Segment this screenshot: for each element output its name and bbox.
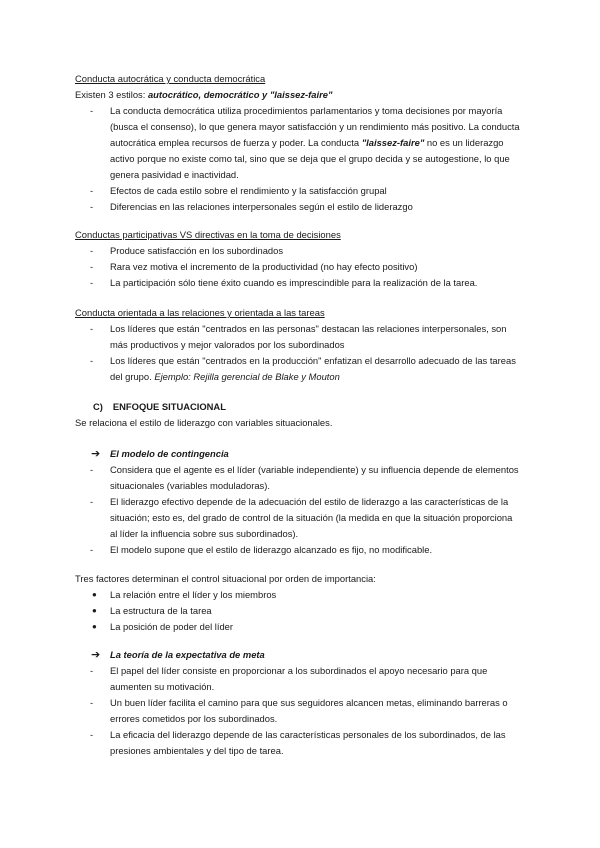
list-item: - El papel del líder consiste en proporcionar a los subordinados el apoyo necesario para que aumenten su motivación. xyxy=(90,665,488,692)
list-item: - Los líderes que están "centrados en las personas" destacan las relaciones interpersonales, son más productivos y mejor valorados por los subordinados xyxy=(90,323,507,350)
section-participative-directive xyxy=(0,227,600,291)
section-situational xyxy=(0,399,600,431)
section-situational-control xyxy=(0,571,600,635)
list-item: ● La estructura de la tarea xyxy=(0,603,600,619)
list-item: - Produce satisfacción en los subordinados xyxy=(90,245,284,256)
list-item: - La conducta democrática utiliza procedimientos parlamentarios y toma decisiones por mayoría (busca el consenso), lo que genera mayor satisfacción y un rendimiento más positivo. La conducta autocrática emplea recursos de fuerza y poder. La conducta "laissez-faire" no es un liderazgo activo porque no existe como tal, sino que se deja que el grupo decida y se autogestione, lo que genera pasividad e inactividad. xyxy=(90,105,520,180)
section-intro: Existen 3 estilos: autocrático, democrático y "laissez-faire" xyxy=(75,89,333,100)
section-intro: Se relaciona el estilo de liderazgo con variables situacionales. xyxy=(75,417,333,428)
list-item: ● La posición de poder del líder xyxy=(0,619,600,635)
section-goal-expectancy xyxy=(0,647,600,759)
list-item: - Considera que el agente es el líder (variable independiente) y su influencia depende de elementos situacionales (variables moduladoras). xyxy=(90,464,519,491)
section-title: Conductas participativas VS directivas en la toma de decisiones xyxy=(75,229,341,240)
section-title: Conducta orientada a las relaciones y orientada a las tareas xyxy=(75,307,325,318)
bullet-icon: ● xyxy=(92,606,97,615)
arrow-icon: ➔ xyxy=(91,649,101,661)
arrow-icon: ➔ xyxy=(91,448,101,460)
section-contingency-model xyxy=(0,446,600,558)
list-item: - El modelo supone que el estilo de liderazgo alcanzado es fijo, no modificable. xyxy=(90,544,433,555)
bullet-icon: ● xyxy=(92,590,97,599)
section-intro: Tres factores determinan el control situacional por orden de importancia: xyxy=(75,573,376,584)
list-item: ● La relación entre el líder y los miembros xyxy=(0,587,600,603)
list-item: - Los líderes que están "centrados en la producción" enfatizan el desarrollo adecuado de las tareas del grupo. Ejemplo: Rejilla gerencial de Blake y Mouton xyxy=(90,355,516,382)
list-item: - La participación sólo tiene éxito cuando es imprescindible para la realización de la tarea. xyxy=(90,277,478,288)
list-item: - La eficacia del liderazgo depende de las características personales de los subordinados, de las presiones ambientales y del tipo de tarea. xyxy=(90,729,506,756)
subsection-heading: ➔ El modelo de contingencia xyxy=(91,448,229,460)
subsection-heading: ➔ La teoría de la expectativa de meta xyxy=(91,649,265,661)
list-item: - Rara vez motiva el incremento de la productividad (no hay efecto positivo) xyxy=(90,261,418,272)
list-item: - Efectos de cada estilo sobre el rendimiento y la satisfacción grupal xyxy=(90,185,387,196)
section-autocratic-democratic xyxy=(0,71,600,215)
list-item: - Diferencias en las relaciones interpersonales según el estilo de liderazgo xyxy=(90,201,413,212)
list-item: - Un buen líder facilita el camino para que sus seguidores alcancen metas, eliminando barreras o errores cometidos por los subordinados. xyxy=(90,697,508,724)
section-relations-tasks xyxy=(0,305,600,385)
section-heading: C) ENFOQUE SITUACIONAL xyxy=(93,401,226,412)
section-title: Conducta autocrática y conducta democrática xyxy=(75,73,266,84)
list-item: - El liderazgo efectivo depende de la adecuación del estilo de liderazgo a las características de la situación; esto es, del grado de control de la situación (la medida en que la situación proporciona al líder la influencia sobre sus subordinados). xyxy=(90,496,513,539)
bullet-icon: ● xyxy=(92,622,97,631)
